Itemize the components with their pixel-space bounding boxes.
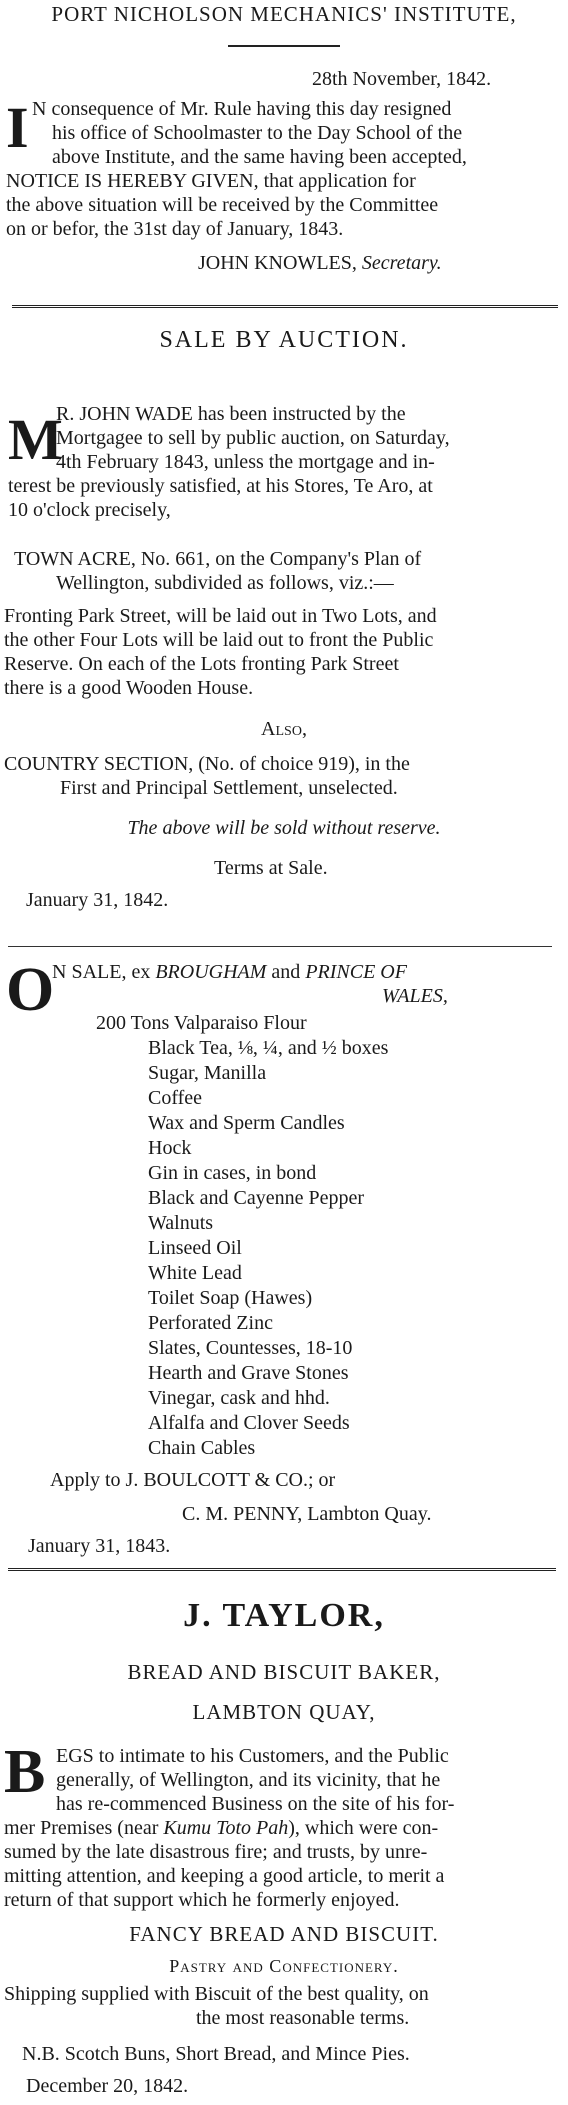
sale-item: Black Tea, ⅛, ¼, and ½ boxes [148, 1037, 389, 1059]
baker-address: LAMBTON QUAY, [192, 1700, 376, 1724]
baker-line-7: return of that support which he formerly enjoyed. [4, 1889, 400, 1911]
notice-drop-cap: I [6, 95, 29, 160]
shipping-line-2: the most reasonable terms. [196, 2007, 410, 2029]
sale-item: Vinegar, cask and hhd. [148, 1387, 330, 1409]
baker-drop-cap: B [4, 1738, 46, 1806]
town-acre-line-2: Wellington, subdivided as follows, viz.:— [56, 572, 394, 594]
baker-line-4-a: mer Premises (near [4, 1817, 159, 1839]
auction-line-2: Mortgagee to sell by public auction, on Saturday, [56, 427, 450, 449]
nb-line: N.B. Scotch Buns, Short Bread, and Mince Pies. [22, 2043, 410, 2065]
country-line-2: First and Principal Settlement, unselected. [60, 777, 398, 799]
sale-item: Walnuts [148, 1212, 214, 1234]
auction-line-3: 4th February 1843, unless the mortgage and in- [56, 451, 435, 473]
notice-line-5: the above situation will be received by the Committee [6, 194, 439, 216]
baker-line-5: sumed by the late disastrous fire; and trusts, by unre- [4, 1841, 428, 1863]
sale-and: and [271, 961, 301, 983]
sale-date: January 31, 1843. [28, 1535, 171, 1557]
town-acre-line-1: TOWN ACRE, No. 661, on the Company's Plan of [14, 548, 422, 570]
notice-line-2: his office of Schoolmaster to the Day School of the [52, 122, 463, 144]
baker-date: December 20, 1842. [26, 2075, 189, 2097]
place-name: Kumu Toto Pah [163, 1817, 289, 1839]
signature-title: Secretary. [361, 252, 442, 274]
section-rule [8, 946, 552, 947]
fancy-heading: FANCY BREAD AND BISCUIT. [129, 1922, 439, 1946]
sale-item: Wax and Sperm Candles [148, 1112, 345, 1134]
apply-line-1: Apply to J. BOULCOTT & CO.; or [50, 1469, 336, 1491]
sale-line-1 [52, 960, 407, 984]
pastry-heading: Pastry and Confectionery. [169, 1956, 399, 1976]
baker-line-1: EGS to intimate to his Customers, and the Public [56, 1745, 449, 1767]
fronting-line-3: Reserve. On each of the Lots fronting Park Street [4, 653, 399, 675]
sale-intro: N SALE, ex [52, 961, 151, 983]
notice-signature [198, 251, 442, 275]
sale-item: Black and Cayenne Pepper [148, 1187, 365, 1209]
notice-line-3: above Institute, and the same having been accepted, [52, 146, 467, 168]
auction-heading: SALE BY AUCTION. [159, 327, 409, 353]
sale-item: Sugar, Manilla [148, 1062, 267, 1084]
auction-line-1: R. JOHN WADE has been instructed by the [56, 403, 406, 425]
notice-line-1: N consequence of Mr. Rule having this day resigned [32, 98, 452, 120]
ship-brougham: BROUGHAM [155, 961, 267, 983]
sale-item: Coffee [148, 1087, 203, 1109]
fronting-line-1: Fronting Park Street, will be laid out in Two Lots, and [4, 605, 437, 627]
auction-drop-cap: M [8, 407, 63, 472]
notice-line-6: on or befor, the 31st day of January, 1843. [6, 218, 344, 240]
terms-note: Terms at Sale. [214, 857, 328, 879]
baker-line-6: mitting attention, and keeping a good article, to merit a [4, 1865, 445, 1887]
ship-prince-of: PRINCE OF [305, 961, 407, 983]
baker-line-4 [4, 1816, 438, 1840]
signature-name: JOHN KNOWLES, [198, 252, 357, 274]
sale-item: Linseed Oil [148, 1237, 242, 1259]
sale-item: Slates, Countesses, 18-10 [148, 1337, 353, 1359]
notice-date: 28th November, 1842. [312, 68, 492, 90]
also-label: Also, [261, 718, 307, 740]
baker-name: J. TAYLOR, [183, 1597, 385, 1634]
baker-line-2: generally, of Wellington, and its vicinity, that he [56, 1769, 441, 1791]
auction-line-5: 10 o'clock precisely, [8, 499, 171, 521]
notice-line-4: NOTICE IS HEREBY GIVEN, that application for [6, 170, 416, 192]
sale-item: Chain Cables [148, 1437, 256, 1459]
sale-drop-cap: O [6, 956, 55, 1024]
fronting-line-2: the other Four Lots will be laid out to front the Public [4, 629, 434, 651]
ship-wales: WALES, [382, 985, 448, 1007]
auction-date: January 31, 1842. [26, 889, 169, 911]
notice-heading: PORT NICHOLSON MECHANICS' INSTITUTE, [51, 2, 517, 26]
baker-trade: BREAD AND BISCUIT BAKER, [127, 1660, 441, 1684]
sale-item: Perforated Zinc [148, 1312, 273, 1334]
apply-line-2: C. M. PENNY, Lambton Quay. [182, 1503, 432, 1525]
sale-item: Alfalfa and Clover Seeds [148, 1412, 350, 1434]
sale-item: Hock [148, 1137, 192, 1159]
sale-item: Hearth and Grave Stones [148, 1362, 349, 1384]
section-rule [12, 305, 558, 308]
baker-line-4-b: ), which were con- [288, 1817, 439, 1839]
shipping-line-1: Shipping supplied with Biscuit of the best quality, on [4, 1983, 429, 2005]
auction-line-4: terest be previously satisfied, at his Stores, Te Aro, at [8, 475, 433, 497]
sale-item: 200 Tons Valparaiso Flour [96, 1012, 307, 1034]
baker-line-3: has re-commenced Business on the site of his for- [56, 1793, 455, 1815]
sale-item: Gin in cases, in bond [148, 1162, 317, 1184]
sale-item: White Lead [148, 1262, 242, 1284]
reserve-note: The above will be sold without reserve. [127, 817, 441, 839]
sale-item: Toilet Soap (Hawes) [148, 1287, 313, 1309]
section-rule [8, 1568, 556, 1571]
fronting-line-4: there is a good Wooden House. [4, 677, 254, 699]
country-line-1: COUNTRY SECTION, (No. of choice 919), in the [4, 753, 410, 775]
short-rule [228, 45, 340, 47]
